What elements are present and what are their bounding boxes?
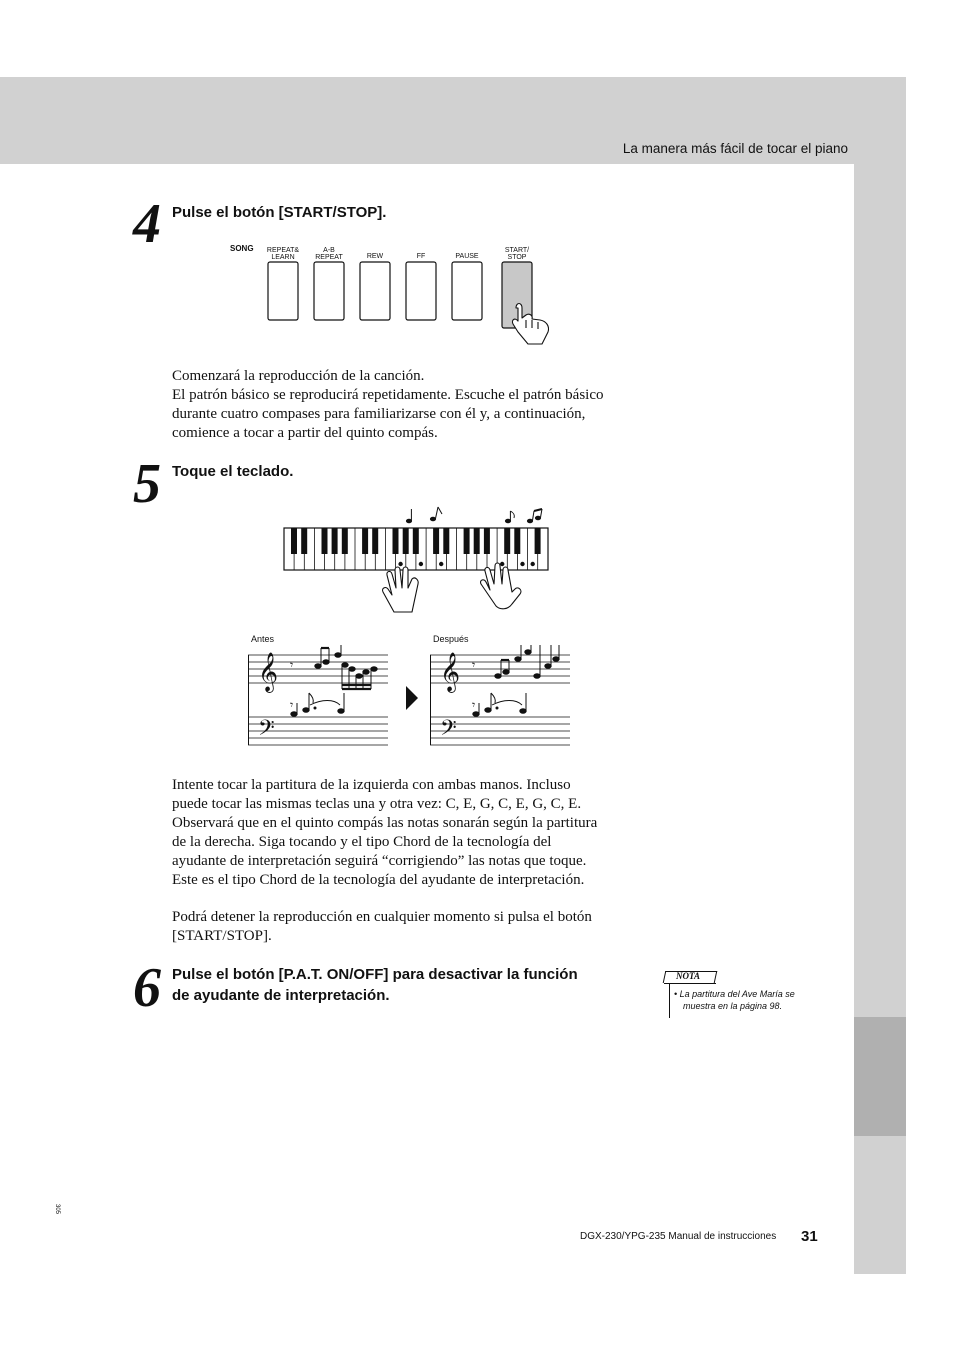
ff-button[interactable] xyxy=(406,262,436,320)
step4-description: Comenzará la reproducción de la canción. El patrón básico se reproducirá repetidamente. Escuche el patrón básico durante cuatro compases para familiarizarse con él y, a continuación, comience a tocar a partir del quinto compás. xyxy=(172,368,604,441)
note-rule xyxy=(669,983,670,1018)
keyboard-illustration xyxy=(280,500,560,615)
button-label-pause: PAUSE xyxy=(455,253,479,260)
button-label-repeat-learn: REPEAT& LEARN xyxy=(266,247,300,261)
button-label-ab-repeat: A-B REPEAT xyxy=(315,247,343,261)
note-text: • La partitura del Ave María se muestra en la página 98. xyxy=(674,989,795,1011)
step5-description: Intente tocar la partitura de la izquierda con ambas manos. Incluso puede tocar las mismas teclas una y otra vez: C, E, G, C, E, G, C, E. Observará que en el quinto compás las notas sonarán según la partitura de la derecha. Siga tocando y el tipo Chord de la tecnología del ayudante de interpretación seguirá “corrigiendo” las notas que toque. Este es el tipo Chord de la tecnología del ayudante de interpretación. xyxy=(172,777,598,888)
bass-notes xyxy=(472,693,526,716)
button-label-rew: REW xyxy=(366,253,384,260)
arrow-right-icon xyxy=(405,685,419,711)
music-notes-icon xyxy=(406,507,542,523)
note-label-box xyxy=(664,971,716,984)
treble-notes xyxy=(290,645,377,689)
step-number-4: 4 xyxy=(133,193,161,255)
step-number-5: 5 xyxy=(133,453,161,515)
step-title-6: Pulse el botón [P.A.T. ON/OFF] para desactivar la función de ayudante de interpretación. xyxy=(172,966,578,1004)
bass-notes xyxy=(290,693,344,716)
score-after-label: Después xyxy=(433,634,469,644)
song-button-panel xyxy=(260,258,560,348)
svg-text:𝄾: 𝄾 xyxy=(290,658,294,672)
treble-clef-icon: 𝄞 xyxy=(440,652,461,692)
bass-clef-icon: 𝄢 xyxy=(440,716,457,746)
footer-manual-title: DGX-230/YPG-235 Manual de instrucciones xyxy=(580,1231,777,1242)
bass-clef-icon: 𝄢 xyxy=(258,716,275,746)
section-title: La manera más fácil de tocar el piano xyxy=(622,141,848,156)
pause-button[interactable] xyxy=(452,262,482,320)
score-before-label: Antes xyxy=(251,634,275,644)
treble-clef-icon: 𝄞 xyxy=(258,652,279,692)
song-group-label: SONG xyxy=(230,244,254,253)
svg-text:𝄾: 𝄾 xyxy=(472,698,476,712)
step-title-4: Pulse el botón [START/STOP]. xyxy=(172,204,387,221)
button-label-start-stop: START/ STOP xyxy=(504,247,530,261)
score-after xyxy=(430,645,572,747)
step-title-5: Toque el teclado. xyxy=(172,463,294,480)
ab-repeat-button[interactable] xyxy=(314,262,344,320)
chapter-tab xyxy=(854,1017,906,1136)
button-label-ff: FF xyxy=(416,253,426,260)
step5-stop-note: Podrá detener la reproducción en cualquier momento si pulsa el botón [START/STOP]. xyxy=(172,909,592,944)
page-code: 305 xyxy=(54,1204,60,1215)
svg-text:𝄾: 𝄾 xyxy=(290,698,294,712)
step-number-6: 6 xyxy=(133,957,161,1019)
score-before xyxy=(248,645,390,747)
svg-text:𝄾: 𝄾 xyxy=(472,658,476,672)
left-hand-icon xyxy=(383,567,419,612)
repeat-learn-button[interactable] xyxy=(268,262,298,320)
note-label: NOTA xyxy=(676,971,701,981)
rew-button[interactable] xyxy=(360,262,390,320)
page-number: 31 xyxy=(801,1228,818,1245)
